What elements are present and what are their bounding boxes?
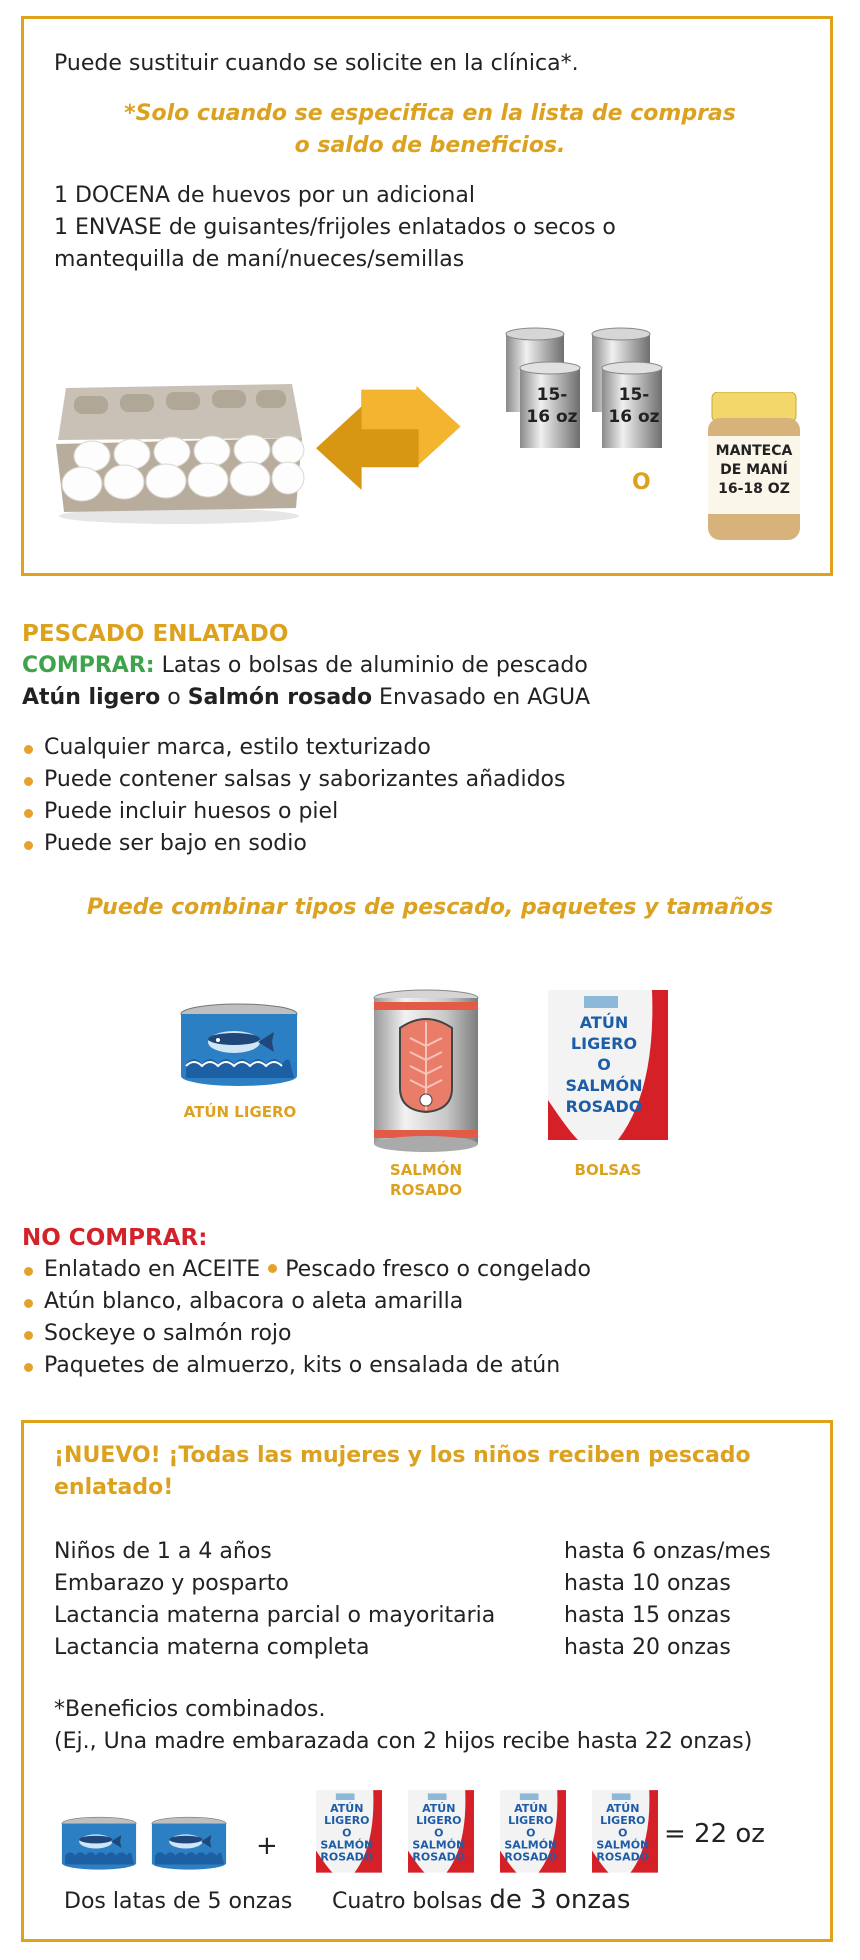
or-text: O: [632, 470, 651, 495]
caption-pouches: [332, 1884, 630, 1918]
pouch-label-line3: O: [597, 1055, 611, 1074]
substitution-intro: Puede sustituir cuando se solicite en la clínica*.: [54, 51, 579, 76]
dont-buy-item1a: Enlatado en ACEITE: [44, 1257, 261, 1282]
can-label-right-top: 15-: [618, 385, 650, 405]
pouch-text-line5: ROSADO: [320, 1850, 374, 1864]
swap-arrows-icon: [314, 382, 482, 500]
caption-pouches-b: de 3 onzas: [489, 1885, 631, 1915]
small-pouch-icon: [500, 1790, 566, 1876]
salmon-can-icon: [370, 988, 482, 1154]
new-title-line2: enlatado!: [54, 1475, 174, 1500]
pouch-text-line5: ROSADO: [504, 1850, 558, 1864]
combine-note: Puede combinar tipos de pescado, paquetes y tamaños: [86, 895, 774, 920]
can-label-left-top: 15-: [536, 385, 568, 405]
allowance-table: [54, 1536, 814, 1664]
caption-salmon: [346, 1160, 506, 1200]
can-label-left-bottom: 16 oz: [526, 407, 578, 427]
list-item: Sockeye o salmón rojo: [22, 1318, 591, 1350]
pouch-text-line5: ROSADO: [412, 1850, 466, 1864]
pouch-text-line5: ROSADO: [596, 1850, 650, 1864]
pouch-text-line2: LIGERO: [508, 1814, 554, 1828]
plus-sign: +: [256, 1831, 278, 1861]
list-item: Cualquier marca, estilo texturizado: [22, 732, 565, 764]
substitution-note-line2: o saldo de beneficios.: [294, 133, 566, 158]
dont-buy-item1b: Pescado fresco o congelado: [285, 1257, 591, 1282]
table-cell-amount: hasta 20 onzas: [564, 1635, 731, 1660]
small-pouch-icon: [408, 1790, 474, 1876]
table-cell-amount: hasta 15 onzas: [564, 1603, 731, 1628]
peanut-butter-label: [704, 442, 804, 499]
pouch-text-line1: ATÚN: [514, 1802, 548, 1816]
small-pouch-icon: [592, 1790, 658, 1876]
buy-text: Latas o bolsas de aluminio de pescado: [154, 653, 588, 678]
pouch-label: [552, 1012, 656, 1117]
pouch-text-line4: SALMÓN: [320, 1838, 374, 1852]
pouch-text-line2: LIGERO: [324, 1814, 370, 1828]
small-tuna-can-icon: [60, 1814, 138, 1874]
table-row: [54, 1568, 814, 1600]
substitution-line3: mantequilla de maní/nueces/semillas: [54, 247, 465, 272]
dont-buy-list: [22, 1254, 591, 1382]
table-row: [54, 1536, 814, 1568]
table-row: [54, 1600, 814, 1632]
table-cell-who: Lactancia materna completa: [54, 1635, 370, 1660]
pouch-text-line1: ATÚN: [606, 1802, 640, 1816]
pouch-text-line4: SALMÓN: [412, 1838, 466, 1852]
dont-buy-heading: NO COMPRAR:: [22, 1225, 208, 1251]
equals-total: = 22 oz: [664, 1819, 765, 1849]
egg-carton-icon: [52, 378, 306, 526]
pouch-label-line5: ROSADO: [565, 1097, 643, 1116]
substitution-line2: 1 ENVASE de guisantes/frijoles enlatados o secos o: [54, 215, 616, 240]
caption-salmon-line1: SALMÓN: [389, 1161, 463, 1179]
new-title-line1: ¡NUEVO! ¡Todas las mujeres y los niños reciben pescado: [54, 1443, 751, 1468]
fish-buy-line: [22, 650, 588, 682]
can-label-left: [522, 384, 582, 428]
substitution-note-line1: *Solo cuando se especifica en la lista de compras: [124, 101, 736, 126]
tuna-type: Atún ligero: [22, 685, 161, 710]
list-item: [22, 1254, 591, 1286]
peanut-butter-line2: DE MANÍ: [720, 462, 788, 478]
pouch-label-line2: LIGERO: [570, 1034, 638, 1053]
list-item: Atún blanco, albacora o aleta amarilla: [22, 1286, 591, 1318]
can-label-right-bottom: 16 oz: [608, 407, 660, 427]
pouch-text-line3: O: [618, 1826, 628, 1840]
footnote-line2: (Ej., Una madre embarazada con 2 hijos recibe hasta 22 onzas): [54, 1729, 753, 1754]
pouch-text-line3: O: [526, 1826, 536, 1840]
table-cell-amount: hasta 6 onzas/mes: [564, 1539, 771, 1564]
caption-cans: Dos latas de 5 onzas: [64, 1889, 293, 1914]
bullet-separator: [268, 1264, 277, 1273]
table-cell-amount: hasta 10 onzas: [564, 1571, 731, 1596]
pouch-text-line2: LIGERO: [600, 1814, 646, 1828]
list-item: Puede ser bajo en sodio: [22, 828, 565, 860]
caption-tuna: ATÚN LIGERO: [183, 1103, 297, 1121]
small-pouch-icon: [316, 1790, 382, 1876]
table-cell-who: Embarazo y posparto: [54, 1571, 289, 1596]
caption-salmon-line2: ROSADO: [390, 1181, 462, 1199]
pouch-text-line4: SALMÓN: [504, 1838, 558, 1852]
peanut-butter-line3: 16-18 OZ: [718, 481, 790, 497]
list-item: Puede incluir huesos o piel: [22, 796, 565, 828]
can-label-right: [604, 384, 664, 428]
pouch-label-line1: ATÚN: [579, 1013, 629, 1032]
fish-rules-list: [22, 732, 565, 860]
salmon-type: Salmón rosado: [187, 685, 373, 710]
table-cell-who: Lactancia materna parcial o mayoritaria: [54, 1603, 496, 1628]
pouch-text-line1: ATÚN: [422, 1802, 456, 1816]
fish-heading: PESCADO ENLATADO: [22, 621, 289, 647]
small-tuna-can-icon: [150, 1814, 228, 1874]
fish-type-line: [22, 682, 590, 714]
pouch-text-line1: ATÚN: [330, 1802, 364, 1816]
peanut-butter-line1: MANTECA: [715, 443, 793, 459]
pouch-label-line4: SALMÓN: [565, 1076, 643, 1095]
tuna-can-icon: [178, 1002, 300, 1090]
or-word: o: [160, 685, 188, 710]
caption-pouch: BOLSAS: [574, 1161, 642, 1179]
buy-label: COMPRAR:: [22, 653, 155, 678]
packed-text: Envasado en AGUA: [372, 685, 591, 710]
list-item: Paquetes de almuerzo, kits o ensalada de atún: [22, 1350, 591, 1382]
pouch-text-line3: O: [434, 1826, 444, 1840]
list-item: Puede contener salsas y saborizantes añadidos: [22, 764, 565, 796]
pouch-text-line3: O: [342, 1826, 352, 1840]
caption-pouches-a: Cuatro bolsas: [332, 1889, 490, 1914]
footnote-line1: *Beneficios combinados.: [54, 1697, 326, 1722]
substitution-line1: 1 DOCENA de huevos por un adicional: [54, 183, 475, 208]
pouch-text-line2: LIGERO: [416, 1814, 462, 1828]
table-row: [54, 1632, 814, 1664]
table-cell-who: Niños de 1 a 4 años: [54, 1539, 272, 1564]
pouch-text-line4: SALMÓN: [596, 1838, 650, 1852]
